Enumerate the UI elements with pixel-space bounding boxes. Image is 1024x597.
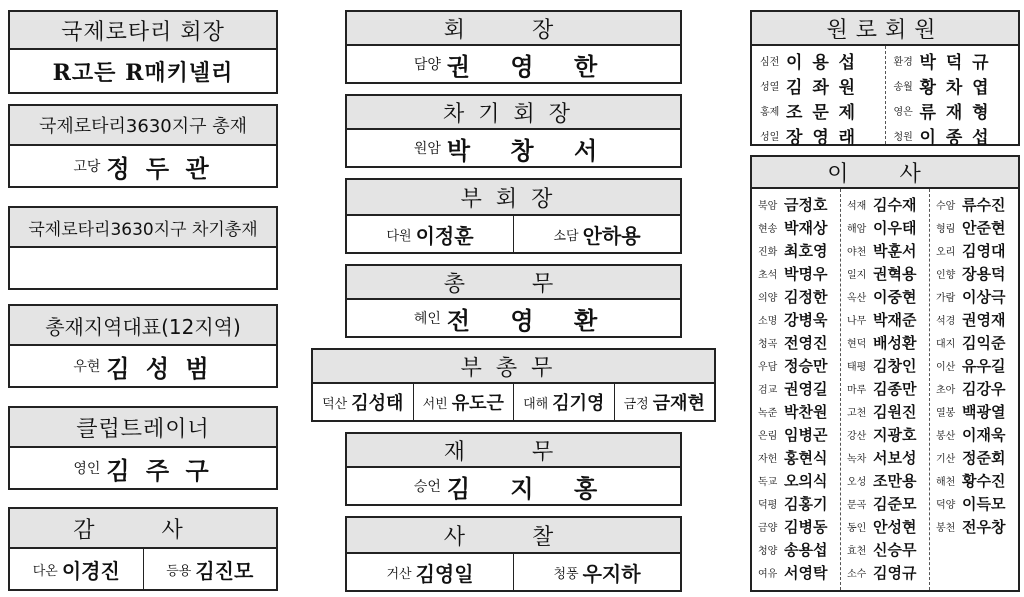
member-name: 서영탁 <box>784 564 828 582</box>
member-row <box>936 262 1014 285</box>
member-name: 김영규 <box>873 564 917 582</box>
club-trainer-name: 김 주 구 <box>106 455 213 485</box>
auditor-name: 김진모 <box>195 558 254 583</box>
member-row <box>847 216 925 239</box>
rotary-president-box <box>8 10 278 94</box>
member-ho: 성열 <box>760 82 780 93</box>
area-rep-box <box>8 304 278 388</box>
member-row <box>847 308 925 331</box>
vice-secretary-name: 김성태 <box>351 393 404 414</box>
vice-secretary-name: 금재현 <box>652 393 705 414</box>
next-president-box <box>345 94 682 168</box>
member-name: 장용덕 <box>962 265 1006 283</box>
member-row <box>847 469 925 492</box>
member-name: 이득모 <box>962 495 1006 513</box>
member-name: 최호영 <box>784 242 828 260</box>
president-box <box>345 10 682 84</box>
member-name: 류 재 형 <box>919 103 991 123</box>
member-ho: 기산 <box>936 454 956 465</box>
sergeant-title: 사 찰 <box>347 518 680 554</box>
member-ho: 송월 <box>893 82 913 93</box>
member-row <box>758 193 836 216</box>
treasurer-name: 김 지 홍 <box>446 473 614 503</box>
member-row <box>758 262 836 285</box>
member-row <box>760 123 881 148</box>
area-rep-name: 김 성 범 <box>106 353 213 383</box>
sergeant-name: 김영일 <box>415 561 474 586</box>
vice-secretary-name: 유도근 <box>451 393 504 414</box>
directors-column <box>929 189 1018 590</box>
member-ho: 문곡 <box>847 500 867 511</box>
rotary-president-title: 국제로타리 회장 <box>10 12 276 50</box>
member-name: 이우태 <box>873 219 917 237</box>
vice-secretary-ho: 금정 <box>623 396 649 412</box>
district-governor-name: 정 두 관 <box>106 153 213 183</box>
member-row <box>758 216 836 239</box>
directors-title: 이 사 <box>752 157 1018 189</box>
member-row <box>936 285 1014 308</box>
member-name: 조 문 제 <box>786 103 858 123</box>
member-name: 박재상 <box>784 219 828 237</box>
treasurer-ho: 승언 <box>413 479 441 495</box>
member-ho: 옥산 <box>847 293 867 304</box>
member-ho: 소명 <box>758 316 778 327</box>
member-ho: 오리 <box>936 247 956 258</box>
member-name: 김 좌 원 <box>786 78 858 98</box>
member-name: 김영대 <box>962 242 1006 260</box>
member-ho: 봉천 <box>936 523 956 534</box>
member-row <box>847 354 925 377</box>
sergeant-box <box>345 516 682 592</box>
secretary-box <box>345 264 682 338</box>
member-row <box>936 193 1014 216</box>
vice-secretary-ho: 덕산 <box>322 396 348 412</box>
member-name: 송용섭 <box>784 541 828 559</box>
member-name: 서보성 <box>873 449 917 467</box>
member-ho: 이산 <box>936 362 956 373</box>
member-ho: 북암 <box>758 201 778 212</box>
member-name: 신승무 <box>873 541 917 559</box>
member-row <box>847 262 925 285</box>
member-name: 이상극 <box>962 288 1006 306</box>
member-ho: 야천 <box>847 247 867 258</box>
secretary-name: 전 영 환 <box>446 305 614 335</box>
elders-title: 원로회원 <box>752 12 1018 46</box>
sergeant-name: 우지하 <box>582 561 641 586</box>
vice-president-title: 부회장 <box>347 180 680 216</box>
member-row <box>760 98 881 123</box>
auditor-member <box>10 549 143 589</box>
district-governor-title: 국제로타리3630지구 총재 <box>10 106 276 146</box>
vice-secretary-name: 김기영 <box>552 393 605 414</box>
member-row <box>847 331 925 354</box>
member-name: 권영길 <box>784 380 828 398</box>
member-row <box>758 239 836 262</box>
vice-secretary-member <box>614 384 715 420</box>
member-ho: 은림 <box>758 431 778 442</box>
member-row <box>758 469 836 492</box>
member-name: 이 용 섭 <box>786 53 858 73</box>
member-row <box>847 193 925 216</box>
member-row <box>847 285 925 308</box>
next-president-name: 박 창 서 <box>446 135 614 165</box>
member-name: 이중현 <box>873 288 917 306</box>
member-row <box>936 239 1014 262</box>
secretary-ho: 혜인 <box>413 311 441 327</box>
member-row <box>758 377 836 400</box>
member-ho: 인향 <box>936 270 956 281</box>
member-name: 황 차 엽 <box>919 78 991 98</box>
member-row <box>758 285 836 308</box>
member-row <box>936 515 1014 538</box>
member-row <box>936 492 1014 515</box>
club-trainer-title: 클럽트레이너 <box>10 408 276 448</box>
member-row <box>847 561 925 584</box>
member-name: 안성현 <box>873 518 917 536</box>
member-row <box>847 400 925 423</box>
member-row <box>758 308 836 331</box>
vice-secretary-box <box>311 348 716 422</box>
member-ho: 홍제 <box>760 107 780 118</box>
member-row <box>847 446 925 469</box>
member-ho: 오성 <box>847 477 867 488</box>
member-row <box>847 239 925 262</box>
vice-secretary-title: 부총무 <box>313 350 714 384</box>
member-ho: 석경 <box>936 316 956 327</box>
next-president-title: 차기회장 <box>347 96 680 130</box>
member-ho: 우담 <box>758 362 778 373</box>
member-name: 장 영 래 <box>786 128 858 148</box>
member-name: 김창인 <box>873 357 917 375</box>
secretary-title: 총 무 <box>347 266 680 300</box>
sergeant-ho: 청풍 <box>553 566 579 582</box>
member-name: 오의식 <box>784 472 828 490</box>
auditor-box <box>8 507 278 591</box>
member-ho: 가람 <box>936 293 956 304</box>
member-ho: 마루 <box>847 385 867 396</box>
member-ho: 일지 <box>847 270 867 281</box>
member-ho: 청양 <box>758 546 778 557</box>
member-name: 강병욱 <box>784 311 828 329</box>
member-ho: 초아 <box>936 385 956 396</box>
member-ho: 해암 <box>847 224 867 235</box>
rotary-president-name: R고든 R매키넬리 <box>52 59 234 86</box>
member-row <box>847 377 925 400</box>
member-row <box>760 73 881 98</box>
member-name: 권영재 <box>962 311 1006 329</box>
member-name: 지광호 <box>873 426 917 444</box>
member-ho: 열봉 <box>936 408 956 419</box>
member-name: 김정한 <box>784 288 828 306</box>
member-name: 백광열 <box>962 403 1006 421</box>
area-rep-title: 총재지역대표(12지역) <box>10 306 276 346</box>
club-trainer-ho: 영인 <box>73 461 101 477</box>
district-governor-ho: 고당 <box>73 159 101 175</box>
member-ho: 해천 <box>936 477 956 488</box>
member-row <box>760 48 881 73</box>
member-row <box>758 354 836 377</box>
sergeant-member <box>513 554 680 590</box>
member-row <box>936 423 1014 446</box>
treasurer-box <box>345 432 682 506</box>
member-ho: 여유 <box>758 569 778 580</box>
member-ho: 영은 <box>893 107 913 118</box>
vice-secretary-member <box>413 384 514 420</box>
member-row <box>758 400 836 423</box>
member-ho: 현송 <box>758 224 778 235</box>
member-ho: 성일 <box>760 132 780 143</box>
member-row <box>847 515 925 538</box>
member-name: 전영진 <box>784 334 828 352</box>
next-governor-title: 국제로타리3630지구 차기총재 <box>10 208 276 248</box>
member-ho: 녹차 <box>847 454 867 465</box>
member-name: 권혁용 <box>873 265 917 283</box>
auditor-name: 이경진 <box>61 558 120 583</box>
member-row <box>936 377 1014 400</box>
member-row <box>936 469 1014 492</box>
member-ho: 봉산 <box>936 431 956 442</box>
member-name: 박 덕 규 <box>919 53 991 73</box>
member-ho: 독교 <box>758 477 778 488</box>
member-ho: 석재 <box>847 201 867 212</box>
next-governor-box <box>8 206 278 290</box>
vice-president-box <box>345 178 682 254</box>
member-row <box>894 123 1015 148</box>
member-name: 박훈서 <box>873 242 917 260</box>
member-ho: 효천 <box>847 546 867 557</box>
member-ho: 심전 <box>760 57 780 68</box>
member-row <box>936 331 1014 354</box>
member-row <box>758 515 836 538</box>
sergeant-member <box>347 554 513 590</box>
vice-president-name: 안하용 <box>582 223 641 248</box>
club-trainer-box <box>8 406 278 490</box>
vice-secretary-ho: 서빈 <box>422 396 448 412</box>
member-name: 임병곤 <box>784 426 828 444</box>
member-row <box>936 400 1014 423</box>
member-name: 유우길 <box>962 357 1006 375</box>
member-ho: 녹준 <box>758 408 778 419</box>
directors-column <box>840 189 929 590</box>
vice-president-name: 이정훈 <box>415 223 474 248</box>
member-name: 김익준 <box>962 334 1006 352</box>
member-ho: 청원 <box>893 132 913 143</box>
member-ho: 고천 <box>847 408 867 419</box>
member-name: 김준모 <box>873 495 917 513</box>
elders-column <box>752 46 885 148</box>
auditor-ho: 등용 <box>166 563 192 579</box>
vice-secretary-ho: 대해 <box>523 396 549 412</box>
vice-president-ho: 다원 <box>386 228 412 244</box>
auditor-title: 감 사 <box>10 509 276 549</box>
vice-president-ho: 소담 <box>553 228 579 244</box>
member-row <box>758 561 836 584</box>
member-name: 이재욱 <box>962 426 1006 444</box>
member-row <box>758 446 836 469</box>
member-ho: 형림 <box>936 224 956 235</box>
elders-column <box>885 46 1019 148</box>
member-row <box>758 492 836 515</box>
member-ho: 덕평 <box>758 500 778 511</box>
member-name: 김수재 <box>873 196 917 214</box>
member-row <box>847 492 925 515</box>
treasurer-title: 재 무 <box>347 434 680 468</box>
member-name: 전우창 <box>962 518 1006 536</box>
member-ho: 대지 <box>936 339 956 350</box>
member-name: 배성환 <box>873 334 917 352</box>
member-name: 홍현식 <box>784 449 828 467</box>
member-ho: 검교 <box>758 385 778 396</box>
vice-president-member <box>513 216 680 252</box>
member-ho: 자헌 <box>758 454 778 465</box>
member-name: 안준현 <box>962 219 1006 237</box>
member-row <box>936 216 1014 239</box>
member-name: 김원진 <box>873 403 917 421</box>
directors-box <box>750 155 1020 592</box>
member-row <box>894 98 1015 123</box>
member-name: 박명우 <box>784 265 828 283</box>
member-ho: 덕양 <box>936 500 956 511</box>
member-name: 박재준 <box>873 311 917 329</box>
member-ho: 의양 <box>758 293 778 304</box>
member-row <box>936 446 1014 469</box>
president-title: 회 장 <box>347 12 680 46</box>
president-ho: 담양 <box>413 57 441 73</box>
district-governor-box <box>8 104 278 188</box>
member-row <box>936 354 1014 377</box>
member-row <box>894 48 1015 73</box>
member-ho: 태평 <box>847 362 867 373</box>
member-row <box>758 423 836 446</box>
member-ho: 환경 <box>893 57 913 68</box>
member-name: 김병동 <box>784 518 828 536</box>
member-ho: 금양 <box>758 523 778 534</box>
member-ho: 동인 <box>847 523 867 534</box>
member-ho: 나무 <box>847 316 867 327</box>
directors-column <box>752 189 840 590</box>
member-ho: 청곡 <box>758 339 778 350</box>
member-row <box>758 331 836 354</box>
member-name: 정준회 <box>962 449 1006 467</box>
member-name: 황수진 <box>962 472 1006 490</box>
member-row <box>936 308 1014 331</box>
member-ho: 소수 <box>847 569 867 580</box>
elders-box <box>750 10 1020 146</box>
member-name: 이 종 섭 <box>919 128 991 148</box>
member-name: 김강우 <box>962 380 1006 398</box>
member-row <box>894 73 1015 98</box>
member-name: 박찬원 <box>784 403 828 421</box>
vice-secretary-member <box>513 384 614 420</box>
member-name: 김홍기 <box>784 495 828 513</box>
member-ho: 현덕 <box>847 339 867 350</box>
member-name: 류수진 <box>962 196 1006 214</box>
vice-secretary-member <box>313 384 413 420</box>
member-name: 김종만 <box>873 380 917 398</box>
member-ho: 강산 <box>847 431 867 442</box>
auditor-member <box>143 549 277 589</box>
vice-president-member <box>347 216 513 252</box>
member-row <box>758 538 836 561</box>
member-row <box>847 538 925 561</box>
member-name: 금정호 <box>784 196 828 214</box>
member-name: 조만용 <box>873 472 917 490</box>
auditor-ho: 다온 <box>32 563 58 579</box>
member-ho: 진화 <box>758 247 778 258</box>
president-name: 권 영 한 <box>446 51 614 81</box>
sergeant-ho: 거산 <box>386 566 412 582</box>
member-ho: 초석 <box>758 270 778 281</box>
next-president-ho: 원암 <box>413 141 441 157</box>
area-rep-ho: 우현 <box>73 359 101 375</box>
member-ho: 수암 <box>936 201 956 212</box>
member-row <box>847 423 925 446</box>
member-name: 정승만 <box>784 357 828 375</box>
